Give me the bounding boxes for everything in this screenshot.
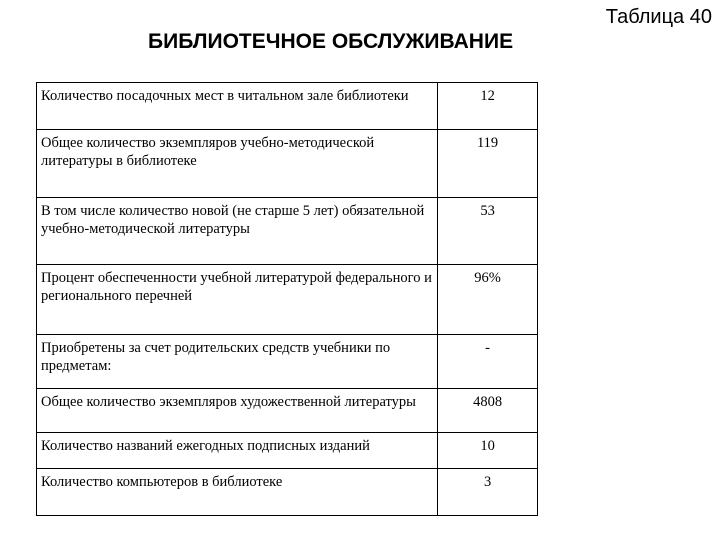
row-label: Процент обеспеченности учебной литературой федерального и регионального перечней	[37, 265, 438, 335]
row-value: 53	[438, 198, 538, 265]
row-value: 12	[438, 83, 538, 130]
row-value: 4808	[438, 389, 538, 433]
row-label: Приобретены за счет родительских средств учебники по предметам:	[37, 335, 438, 389]
row-value: 96%	[438, 265, 538, 335]
row-label: Количество посадочных мест в читальном зале библиотеки	[37, 83, 438, 130]
page-title-text: БИБЛИОТЕЧНОЕ ОБСЛУЖИВАНИЕ	[148, 30, 514, 53]
row-value: -	[438, 335, 538, 389]
row-label: Общее количество экземпляров художественной литературы	[37, 389, 438, 433]
row-label: Количество компьютеров в библиотеке	[37, 469, 438, 516]
table-row	[37, 83, 538, 130]
row-label: Количество названий ежегодных подписных изданий	[37, 433, 438, 469]
table-row	[37, 265, 538, 335]
table-row	[37, 130, 538, 198]
table-number: Таблица 40	[605, 6, 712, 28]
row-value: 119	[438, 130, 538, 198]
table-row	[37, 433, 538, 469]
library-stats-table	[36, 82, 538, 516]
row-value: 3	[438, 469, 538, 516]
table-row	[37, 389, 538, 433]
table-row	[37, 469, 538, 516]
table-row	[37, 335, 538, 389]
table-row	[37, 198, 538, 265]
row-value: 10	[438, 433, 538, 469]
row-label: Общее количество экземпляров учебно-методической литературы в библиотеке	[37, 130, 438, 198]
row-label: В том числе количество новой (не старше 5 лет) обязательной учебно-методической литературы	[37, 198, 438, 265]
